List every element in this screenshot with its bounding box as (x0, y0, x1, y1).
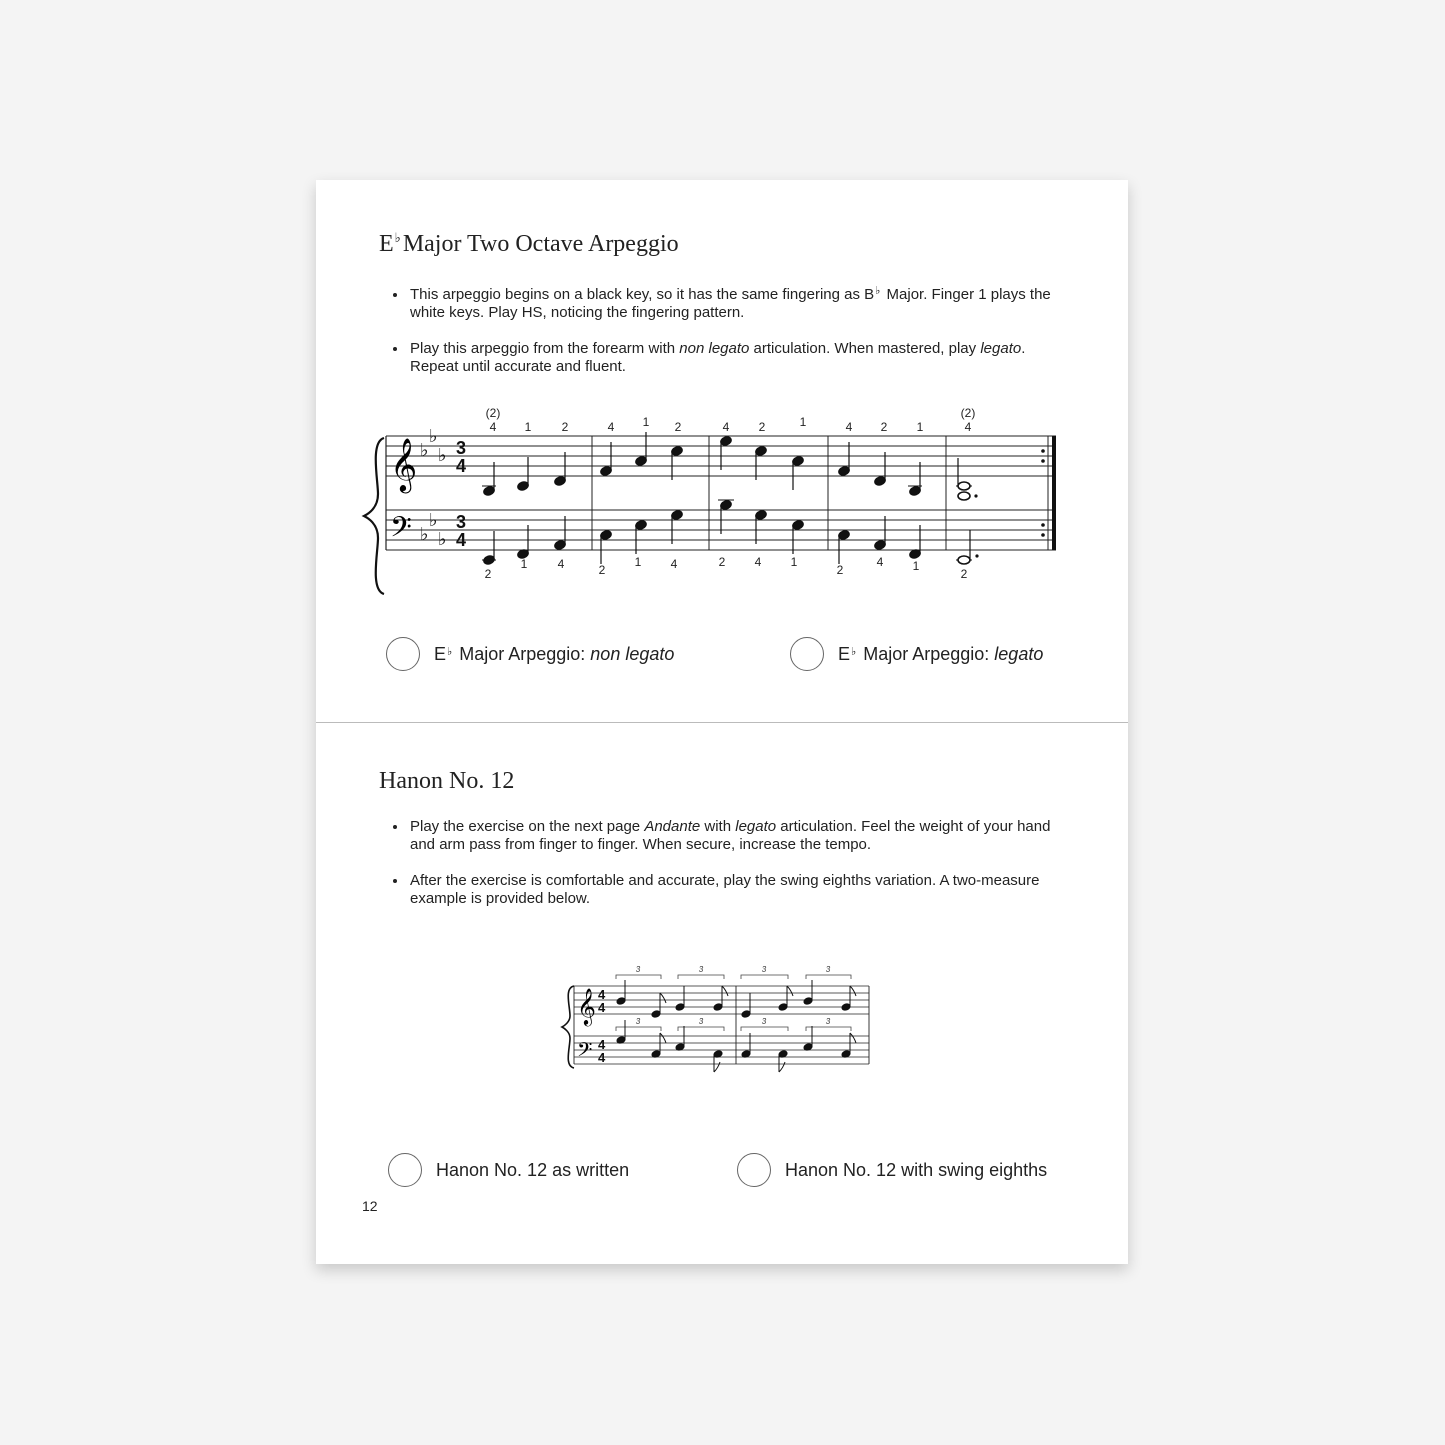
instruction-item: • Play the exercise on the next page Andante with legato articulation. Feel the weight of your hand and arm pass from finger to finger. When secure, increase the tempo. (408, 818, 1068, 854)
svg-text:4: 4 (598, 1037, 606, 1052)
svg-text:4: 4 (598, 1050, 606, 1065)
instruction-item: • After the exercise is comfortable and accurate, play the swing eighths variation. A two-measure example is provided below. (408, 872, 1068, 908)
svg-text:1: 1 (790, 555, 798, 569)
instruction-item: • This arpeggio begins on a black key, so it has the same fingering as B♭ Major. Finger 1 plays the white keys. Play HS, noticing the fingering pattern. (408, 282, 1068, 322)
svg-text:3: 3 (825, 965, 831, 974)
svg-text:♭: ♭ (420, 524, 429, 544)
svg-text:3: 3 (761, 1017, 767, 1026)
svg-text:3: 3 (761, 965, 767, 974)
note (778, 1003, 788, 1012)
treble-clef: 𝄞 (577, 988, 596, 1024)
page-number: 12 (362, 1198, 378, 1214)
svg-text:4: 4 (489, 420, 497, 434)
svg-text:4: 4 (964, 420, 972, 434)
checkbox-label: E♭ Major Arpeggio: legato (838, 643, 1044, 664)
note (741, 1010, 751, 1019)
note (713, 1003, 723, 1012)
svg-text:2: 2 (836, 563, 844, 577)
checkbox-label: Hanon No. 12 with swing eighths (785, 1159, 1048, 1180)
svg-text:4: 4 (456, 456, 467, 476)
svg-text:2: 2 (598, 563, 606, 577)
svg-text:3: 3 (698, 965, 704, 974)
svg-text:♭: ♭ (420, 440, 429, 460)
svg-text:(2): (2) (960, 406, 976, 420)
svg-text:4: 4 (598, 987, 606, 1002)
svg-text:2: 2 (674, 420, 682, 434)
svg-text:4: 4 (557, 557, 565, 571)
svg-text:♭: ♭ (438, 529, 447, 549)
svg-text:3: 3 (456, 438, 467, 458)
note (616, 997, 626, 1006)
svg-text:1: 1 (912, 559, 920, 573)
svg-text:1: 1 (634, 555, 642, 569)
svg-text:1: 1 (799, 415, 807, 429)
svg-text:1: 1 (520, 557, 528, 571)
note (651, 1010, 661, 1019)
swing-eighths-score (316, 180, 1128, 1100)
checkbox-hanon-swing-eighths[interactable] (737, 1153, 1047, 1187)
svg-text:♭: ♭ (429, 426, 438, 446)
progress-circle[interactable] (737, 1153, 771, 1187)
bass-clef: 𝄢 (577, 1040, 593, 1066)
checkbox-label: E♭ Major Arpeggio: non legato (434, 643, 675, 664)
svg-text:2: 2 (718, 555, 726, 569)
svg-text:2: 2 (880, 420, 888, 434)
svg-text:(2): (2) (485, 406, 501, 420)
note (803, 997, 813, 1006)
svg-text:♭: ♭ (438, 445, 447, 465)
svg-text:4: 4 (456, 530, 467, 550)
instruction-item: • Play this arpeggio from the forearm with non legato articulation. When mastered, play legato. Repeat until accurate and fluent. (408, 340, 1068, 376)
grand-staff-brace (562, 986, 574, 1068)
note (675, 1003, 685, 1012)
svg-text:4: 4 (754, 555, 762, 569)
svg-text:2: 2 (484, 567, 492, 581)
svg-text:3: 3 (456, 512, 467, 532)
checkbox-hanon-as-written[interactable] (388, 1153, 629, 1187)
section-title-eb-arpeggio: E♭Major Two Octave Arpeggio (379, 230, 679, 257)
checkbox-label: Hanon No. 12 as written (436, 1159, 630, 1180)
svg-text:3: 3 (635, 1017, 641, 1026)
svg-text:♭: ♭ (429, 510, 438, 530)
svg-text:2: 2 (561, 420, 569, 434)
triplet-numbers (636, 965, 831, 1026)
svg-text:4: 4 (607, 420, 615, 434)
svg-text:4: 4 (845, 420, 853, 434)
treble-clef: 𝄞 (390, 439, 418, 490)
svg-text:1: 1 (916, 420, 924, 434)
svg-text:4: 4 (598, 1000, 606, 1015)
svg-text:3: 3 (825, 1017, 831, 1026)
progress-circle[interactable] (388, 1153, 422, 1187)
svg-text:3: 3 (635, 965, 641, 974)
bass-clef: 𝄢 (390, 513, 412, 550)
triplet-brackets (616, 975, 851, 1031)
svg-text:3: 3 (698, 1017, 704, 1026)
svg-text:2: 2 (960, 567, 968, 581)
svg-text:4: 4 (876, 555, 884, 569)
time-signature (598, 987, 606, 1065)
svg-text:4: 4 (670, 557, 678, 571)
svg-text:2: 2 (758, 420, 766, 434)
svg-text:1: 1 (642, 415, 650, 429)
svg-text:1: 1 (524, 420, 532, 434)
book-page (316, 180, 1128, 1264)
svg-text:4: 4 (722, 420, 730, 434)
section-title-hanon-12: Hanon No. 12 (379, 768, 515, 794)
note (841, 1003, 851, 1012)
